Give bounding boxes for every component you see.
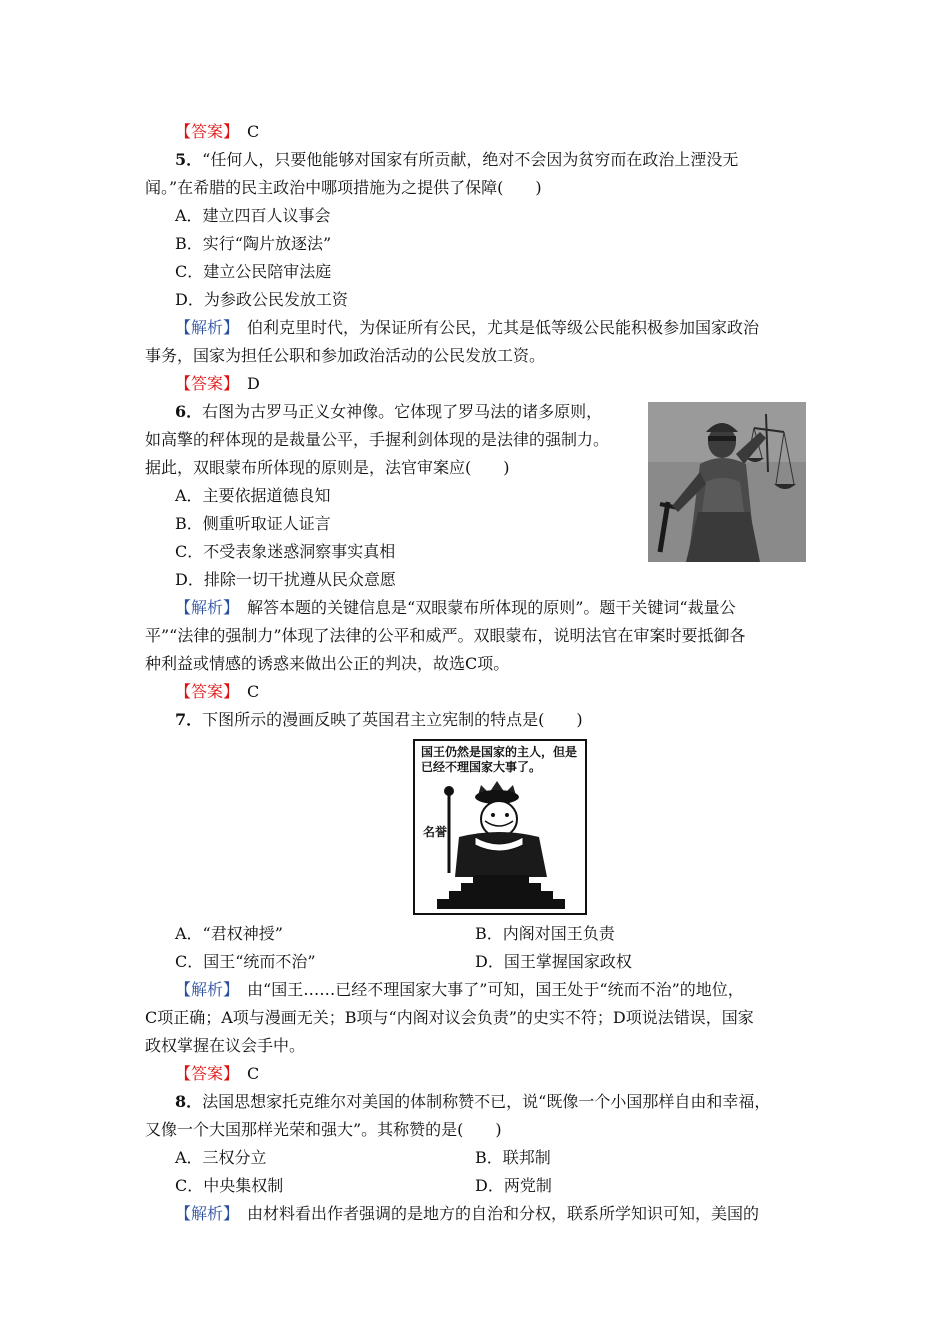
q7-answer: C [247, 1064, 260, 1083]
q7-analysis1: 由“国王……已经不理国家大事了”可知，国王处于“统而不治”的地位， [247, 980, 744, 999]
cartoon-honor-label: 名誉 [423, 825, 448, 839]
q7-stem-line [145, 706, 840, 734]
q7-analysis-line1 [145, 976, 840, 1004]
q5-option-a: A．建立四百人议事会 [175, 206, 331, 225]
q6-stem-line3: 据此，双眼蒙布所体现的原则是，法官审案应( ) [145, 458, 510, 477]
q6-option-d: D．排除一切干扰遵从民众意愿 [175, 570, 396, 589]
q5-number: 5． [175, 150, 203, 169]
q6-option-c: C．不受表象迷惑洞察事实真相 [175, 542, 396, 561]
q8-stem-line1 [145, 1088, 840, 1116]
q8-number: 8． [175, 1092, 203, 1111]
cartoon-drawing [415, 741, 585, 913]
q8-option-c: C．中央集权制 [175, 1176, 284, 1195]
q6-option-b: B．侧重听取证人证言 [175, 514, 331, 533]
q4-answer: C [247, 122, 260, 141]
answer-tag: 【答案】 [175, 122, 232, 141]
q7-analysis-line3: 政权掌握在议会手中。 [145, 1036, 306, 1055]
q8-stem1: 法国思想家托克维尔对美国的体制称赞不已，说“既像一个小国那样自由和幸福， [202, 1092, 771, 1111]
q5-option-b: B．实行“陶片放逐法” [175, 234, 332, 253]
q6-number: 6． [175, 402, 203, 421]
q5-stem-line2: 闻。”在希腊的民主政治中哪项措施为之提供了保障( ) [145, 178, 542, 197]
q5-analysis1: 伯利克里时代，为保证所有公民，尤其是低等级公民能积极参加国家政治 [247, 318, 760, 337]
cartoon-caption-line1: 国王仍然是国家的主人，但是 [421, 745, 578, 759]
q7-number: 7． [175, 710, 203, 729]
q7-analysis-line2: C项正确；A项与漫画无关；B项与“内阁对议会负责”的史实不符；D项说法错误，国家 [145, 1008, 754, 1027]
q5-analysis-line2: 事务，国家为担任公职和参加政治活动的公民发放工资。 [145, 346, 546, 365]
q5-option-d: D．为参政公民发放工资 [175, 290, 348, 309]
q5-analysis-line1 [145, 314, 840, 342]
q5-option-c: C．建立公民陪审法庭 [175, 262, 332, 281]
q6-stem1: 右图为古罗马正义女神像。它体现了罗马法的诸多原则， [202, 402, 603, 421]
analysis-tag: 【解析】 [175, 598, 232, 617]
q6-analysis-line2: 平”“法律的强制力”体现了法律的公平和威严。双眼蒙布，说明法官在审案时要抵御各 [145, 626, 746, 645]
q7-stem: 下图所示的漫画反映了英国君主立宪制的特点是( ) [202, 710, 583, 729]
q8-option-d: D．两党制 [475, 1176, 552, 1195]
q8-analysis-line1 [145, 1200, 840, 1228]
q7-option-d: D．国王掌握国家政权 [475, 952, 632, 971]
q7-answer-line [145, 1060, 840, 1088]
q5-stem-line1 [145, 146, 840, 174]
q8-analysis1: 由材料看出作者强调的是地方的自治和分权，联系所学知识可知，美国的 [247, 1204, 760, 1223]
analysis-tag: 【解析】 [175, 1204, 232, 1223]
answer-tag: 【答案】 [175, 682, 232, 701]
q8-option-b: B．联邦制 [475, 1148, 551, 1167]
q7-option-c: C．国王“统而不治” [175, 952, 316, 971]
analysis-tag: 【解析】 [175, 318, 232, 337]
justice-statue-image [648, 402, 806, 562]
q6-answer: C [247, 682, 260, 701]
answer-tag: 【答案】 [175, 374, 232, 393]
q7-option-a: A．“君权神授” [175, 924, 283, 943]
q6-analysis-line3: 种利益或情感的诱惑来做出公正的判决，故选C项。 [145, 654, 510, 673]
q5-answer-line [145, 370, 840, 398]
cartoon-caption-line2: 已经不理国家大事了。 [421, 760, 542, 774]
q6-analysis-line1 [145, 594, 840, 622]
q6-analysis1: 解答本题的关键信息是“双眼蒙布所体现的原则”。题干关键词“裁量公 [247, 598, 736, 617]
q7-option-b: B．内阁对国王负责 [475, 924, 615, 943]
q6-answer-line [145, 678, 840, 706]
q5-stem1: “任何人，只要他能够对国家有所贡献，绝对不会因为贫穷而在政治上湮没无 [202, 150, 739, 169]
q8-stem-line2: 又像一个大国那样光荣和强大”。其称赞的是( ) [145, 1120, 502, 1139]
analysis-tag: 【解析】 [175, 980, 232, 999]
q8-option-a: A．三权分立 [175, 1148, 267, 1167]
answer-tag: 【答案】 [175, 1064, 232, 1083]
q4-answer-line [145, 118, 840, 146]
q6-stem-line2: 如高擎的秤体现的是裁量公平，手握利剑体现的是法律的强制力。 [145, 430, 610, 449]
q5-answer: D [247, 374, 260, 393]
q6-option-a: A．主要依据道德良知 [175, 486, 331, 505]
king-cartoon-image [413, 739, 587, 915]
